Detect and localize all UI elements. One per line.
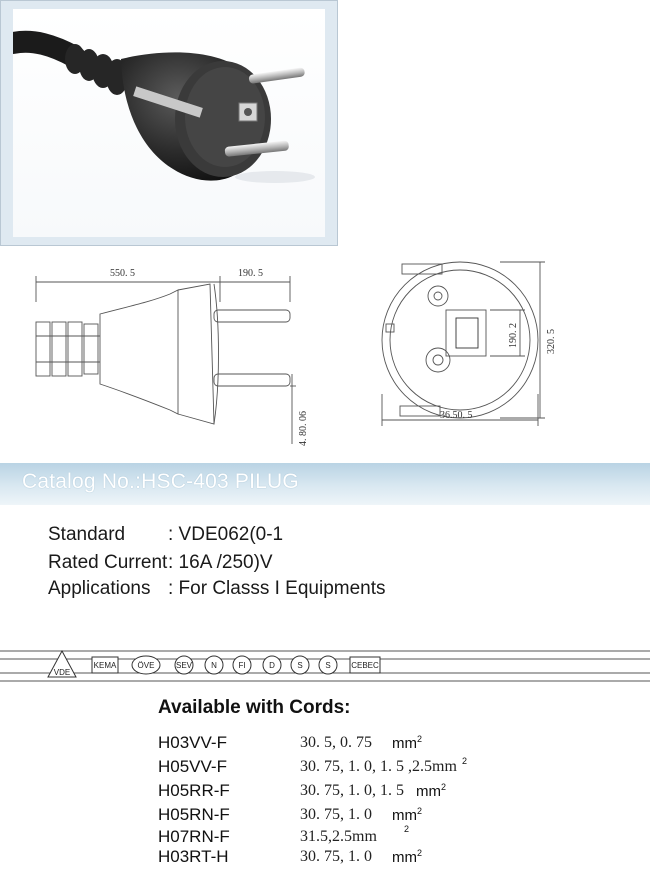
- cord-type: H03RT-H: [158, 847, 229, 866]
- cord-type: H05RR-F: [158, 781, 230, 800]
- cord-type: H03VV-F: [158, 733, 227, 752]
- cord-unit-text: mm: [392, 807, 417, 824]
- cert-fi: FI: [238, 661, 246, 670]
- cords-title: Available with Cords:: [158, 697, 351, 718]
- spec-value-rated-current: : 16A /250)V: [168, 552, 273, 573]
- cert-kema: KEMA: [93, 661, 117, 670]
- dim-side-total: 550. 5: [110, 268, 135, 279]
- spec-label-applications: Applications: [48, 578, 151, 599]
- cord-size: 30. 5, 0. 75: [300, 734, 372, 751]
- certification-strip: [0, 645, 650, 687]
- cord-size: 30. 75, 1. 0: [300, 848, 372, 865]
- cert-s-alt: S: [325, 661, 331, 670]
- spec-label-standard: Standard: [48, 524, 126, 545]
- product-photo-frame: [0, 0, 338, 246]
- cord-unit: $mm^2$: [392, 848, 423, 866]
- cert-n: N: [211, 661, 217, 670]
- cord-unit: $mm^2$: [392, 806, 423, 824]
- cord-type: H05RN-F: [158, 805, 230, 824]
- cord-type: H05VV-F: [158, 757, 227, 776]
- cord-size: 31.5,2.5mm: [300, 828, 377, 845]
- cert-ove: ÖVE: [137, 661, 155, 670]
- cert-cebec: CEBEC: [351, 661, 379, 670]
- cord-unit-text: mm: [392, 849, 417, 866]
- cord-size: 30. 75, 1. 0: [300, 806, 372, 823]
- plug-photo: [13, 9, 325, 237]
- cord-unit-text: mm: [416, 783, 441, 800]
- cert-sev: SEV: [175, 661, 193, 670]
- cord-size: 30. 75, 1. 0, 1. 5 ,2.5mm: [300, 758, 457, 775]
- dim-front-width: 36.50. 5: [440, 410, 473, 421]
- cord-size: 30. 75, 1. 0, 1. 5: [300, 782, 404, 799]
- dim-pin-dia: 4. 80. 06: [298, 411, 309, 446]
- dim-front-inner: 190. 2: [508, 323, 519, 348]
- spec-label-rated-current: Rated Current: [48, 552, 168, 573]
- cord-unit-superscript: 2: [462, 756, 468, 766]
- cord-type: H07RN-F: [158, 827, 230, 846]
- catalog-title: Catalog No.:HSC-403 PILUG: [22, 470, 299, 493]
- technical-drawings: [0, 244, 650, 464]
- spec-value-standard: : VDE062(0-1: [168, 524, 284, 545]
- dim-front-height: 320. 5: [546, 329, 557, 354]
- cert-s: S: [297, 661, 303, 670]
- cord-unit-superscript: 2: [404, 824, 410, 834]
- spec-value-applications: : For Classs I Equipments: [168, 578, 386, 599]
- cert-d: D: [269, 661, 275, 670]
- cord-unit-text: mm: [392, 735, 417, 752]
- cord-unit: $mm^2$: [416, 782, 447, 800]
- dim-side-pin: 190. 5: [238, 268, 263, 279]
- cert-vde: VDE: [53, 668, 71, 677]
- cord-unit: $mm^2$: [392, 734, 423, 752]
